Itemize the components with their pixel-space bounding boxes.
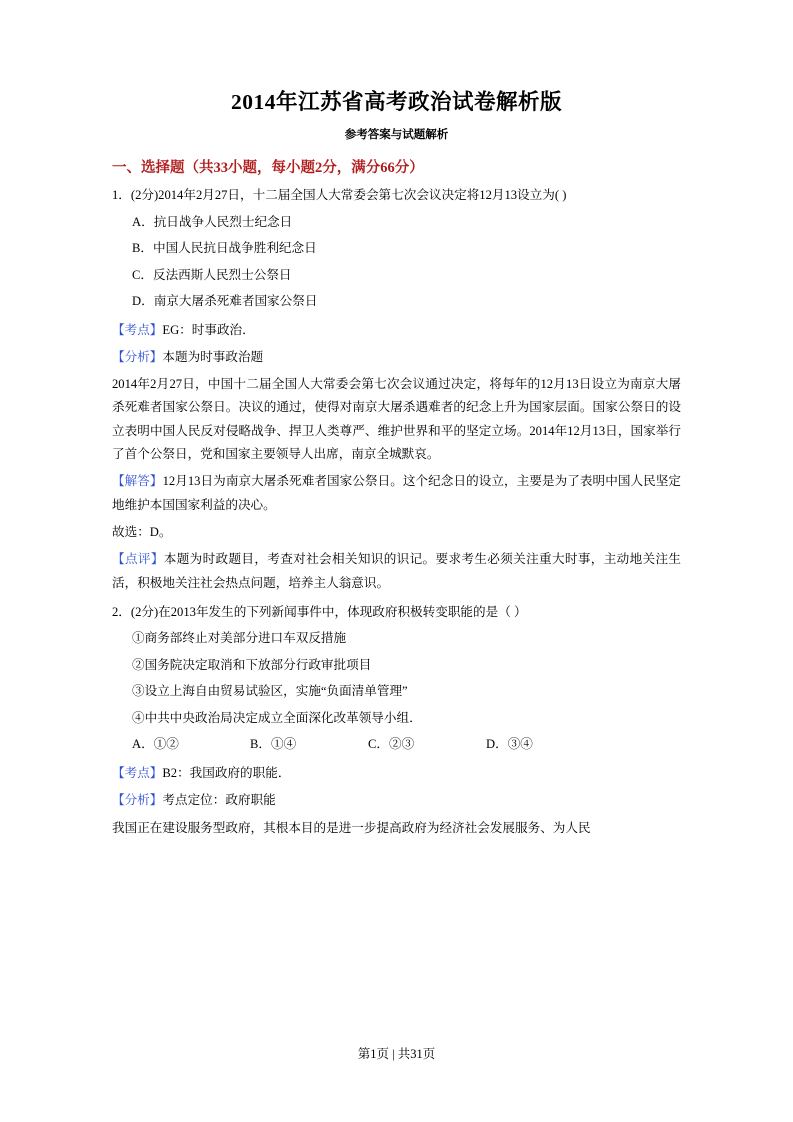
question-1-option-c: C．反法西斯人民烈士公祭日 — [132, 267, 292, 282]
dianping-text: 本题为时政题目，考查对社会相关知识的识记。要求考生必须关注重大时事，主动地关注生活，积极地关注社会热点问题，培养主人翁意识。 — [112, 552, 682, 590]
question-1-analysis-paragraph: 2014年2月27日，中国十二届全国人大常委会第七次会议通过决定，将每年的12月13日设立为南京大屠杀死难者国家公祭日。决议的通过，使得对南京大屠杀遇难者的纪念上升为国家层面。国家公祭日的设立表明中国人民反对侵略战争、捍卫人类尊严、维护世界和平的坚定立场。2014年12月13日，国家举行了首个公祭日，党和国家主要领导人出席，南京全城默哀。 — [112, 377, 681, 462]
kaodian-tag: 【考点】 — [112, 765, 163, 780]
question-2-item-4: ④中共中央政治局决定成立全面深化改革领导小组． — [132, 710, 422, 725]
page-title: 2014年江苏省高考政治试卷解析版 — [230, 90, 562, 114]
question-1-option-a: A．抗日战争人民烈士纪念日 — [132, 214, 293, 229]
question-2-kaodian — [112, 762, 681, 785]
question-2-choice-b: B．①④ — [250, 737, 297, 752]
fenxi-tag: 【分析】 — [112, 349, 163, 364]
question-2-choice-a: A．①② — [132, 737, 179, 752]
kaodian-text: B2：我国政府的职能． — [162, 765, 291, 780]
fenxi-text: 考点定位：政府职能 — [162, 793, 276, 808]
question-2-stem: 2．(2分)在2013年发生的下列新闻事件中，体现政府积极转变职能的是（ ） — [112, 604, 527, 619]
question-2-item-2: ②国务院决定取消和下放部分行政审批项目 — [132, 657, 372, 672]
kaodian-text: EG：时事政治． — [162, 322, 255, 337]
document-subtitle: 参考答案与试题解析 — [344, 129, 449, 141]
question-1-kaodian — [112, 319, 681, 342]
fenxi-tag: 【分析】 — [112, 793, 163, 808]
question-1-stem: 1．(2分)2014年2月27日，十二届全国人大常委会第七次会议决定将12月13设立为( ) — [112, 188, 567, 202]
question-1-dianping — [112, 548, 681, 595]
question-2-item-3: ③设立上海自由贸易试验区，实施“负面清单管理” — [132, 684, 408, 699]
question-2-choices — [112, 735, 681, 755]
question-1-option-d: D．南京大屠杀死难者国家公祭日 — [132, 294, 318, 309]
kaodian-tag: 【考点】 — [112, 322, 163, 337]
question-1-fenxi — [112, 346, 681, 369]
question-1-answer: 故选：D。 — [112, 524, 172, 539]
question-1-option-b: B．中国人民抗日战争胜利纪念日 — [132, 241, 317, 256]
question-2-fenxi — [112, 789, 681, 812]
question-2-choice-c: C．②③ — [368, 737, 415, 752]
fenxi-text: 本题为时事政治题 — [162, 349, 264, 364]
page-footer: 第1页 | 共31页 — [357, 1047, 436, 1061]
question-1-jieda — [112, 470, 681, 517]
jieda-tag: 【解答】 — [112, 474, 163, 489]
question-2-item-1: ①商务部终止对美部分进口车双反措施 — [132, 631, 347, 646]
question-2-analysis-paragraph: 我国正在建设服务型政府，其根本目的是进一步提高政府为经济社会发展服务、为人民 — [112, 820, 591, 835]
section-heading: 一、选择题（共33小题，每小题2分，满分66分） — [112, 160, 424, 176]
dianping-tag: 【点评】 — [112, 552, 164, 567]
jieda-text: 12月13日为南京大屠杀死难者国家公祭日。这个纪念日的设立，主要是为了表明中国人民坚定地维护本国国家利益的决心。 — [112, 474, 682, 512]
question-2-choice-d: D．③④ — [486, 737, 533, 752]
